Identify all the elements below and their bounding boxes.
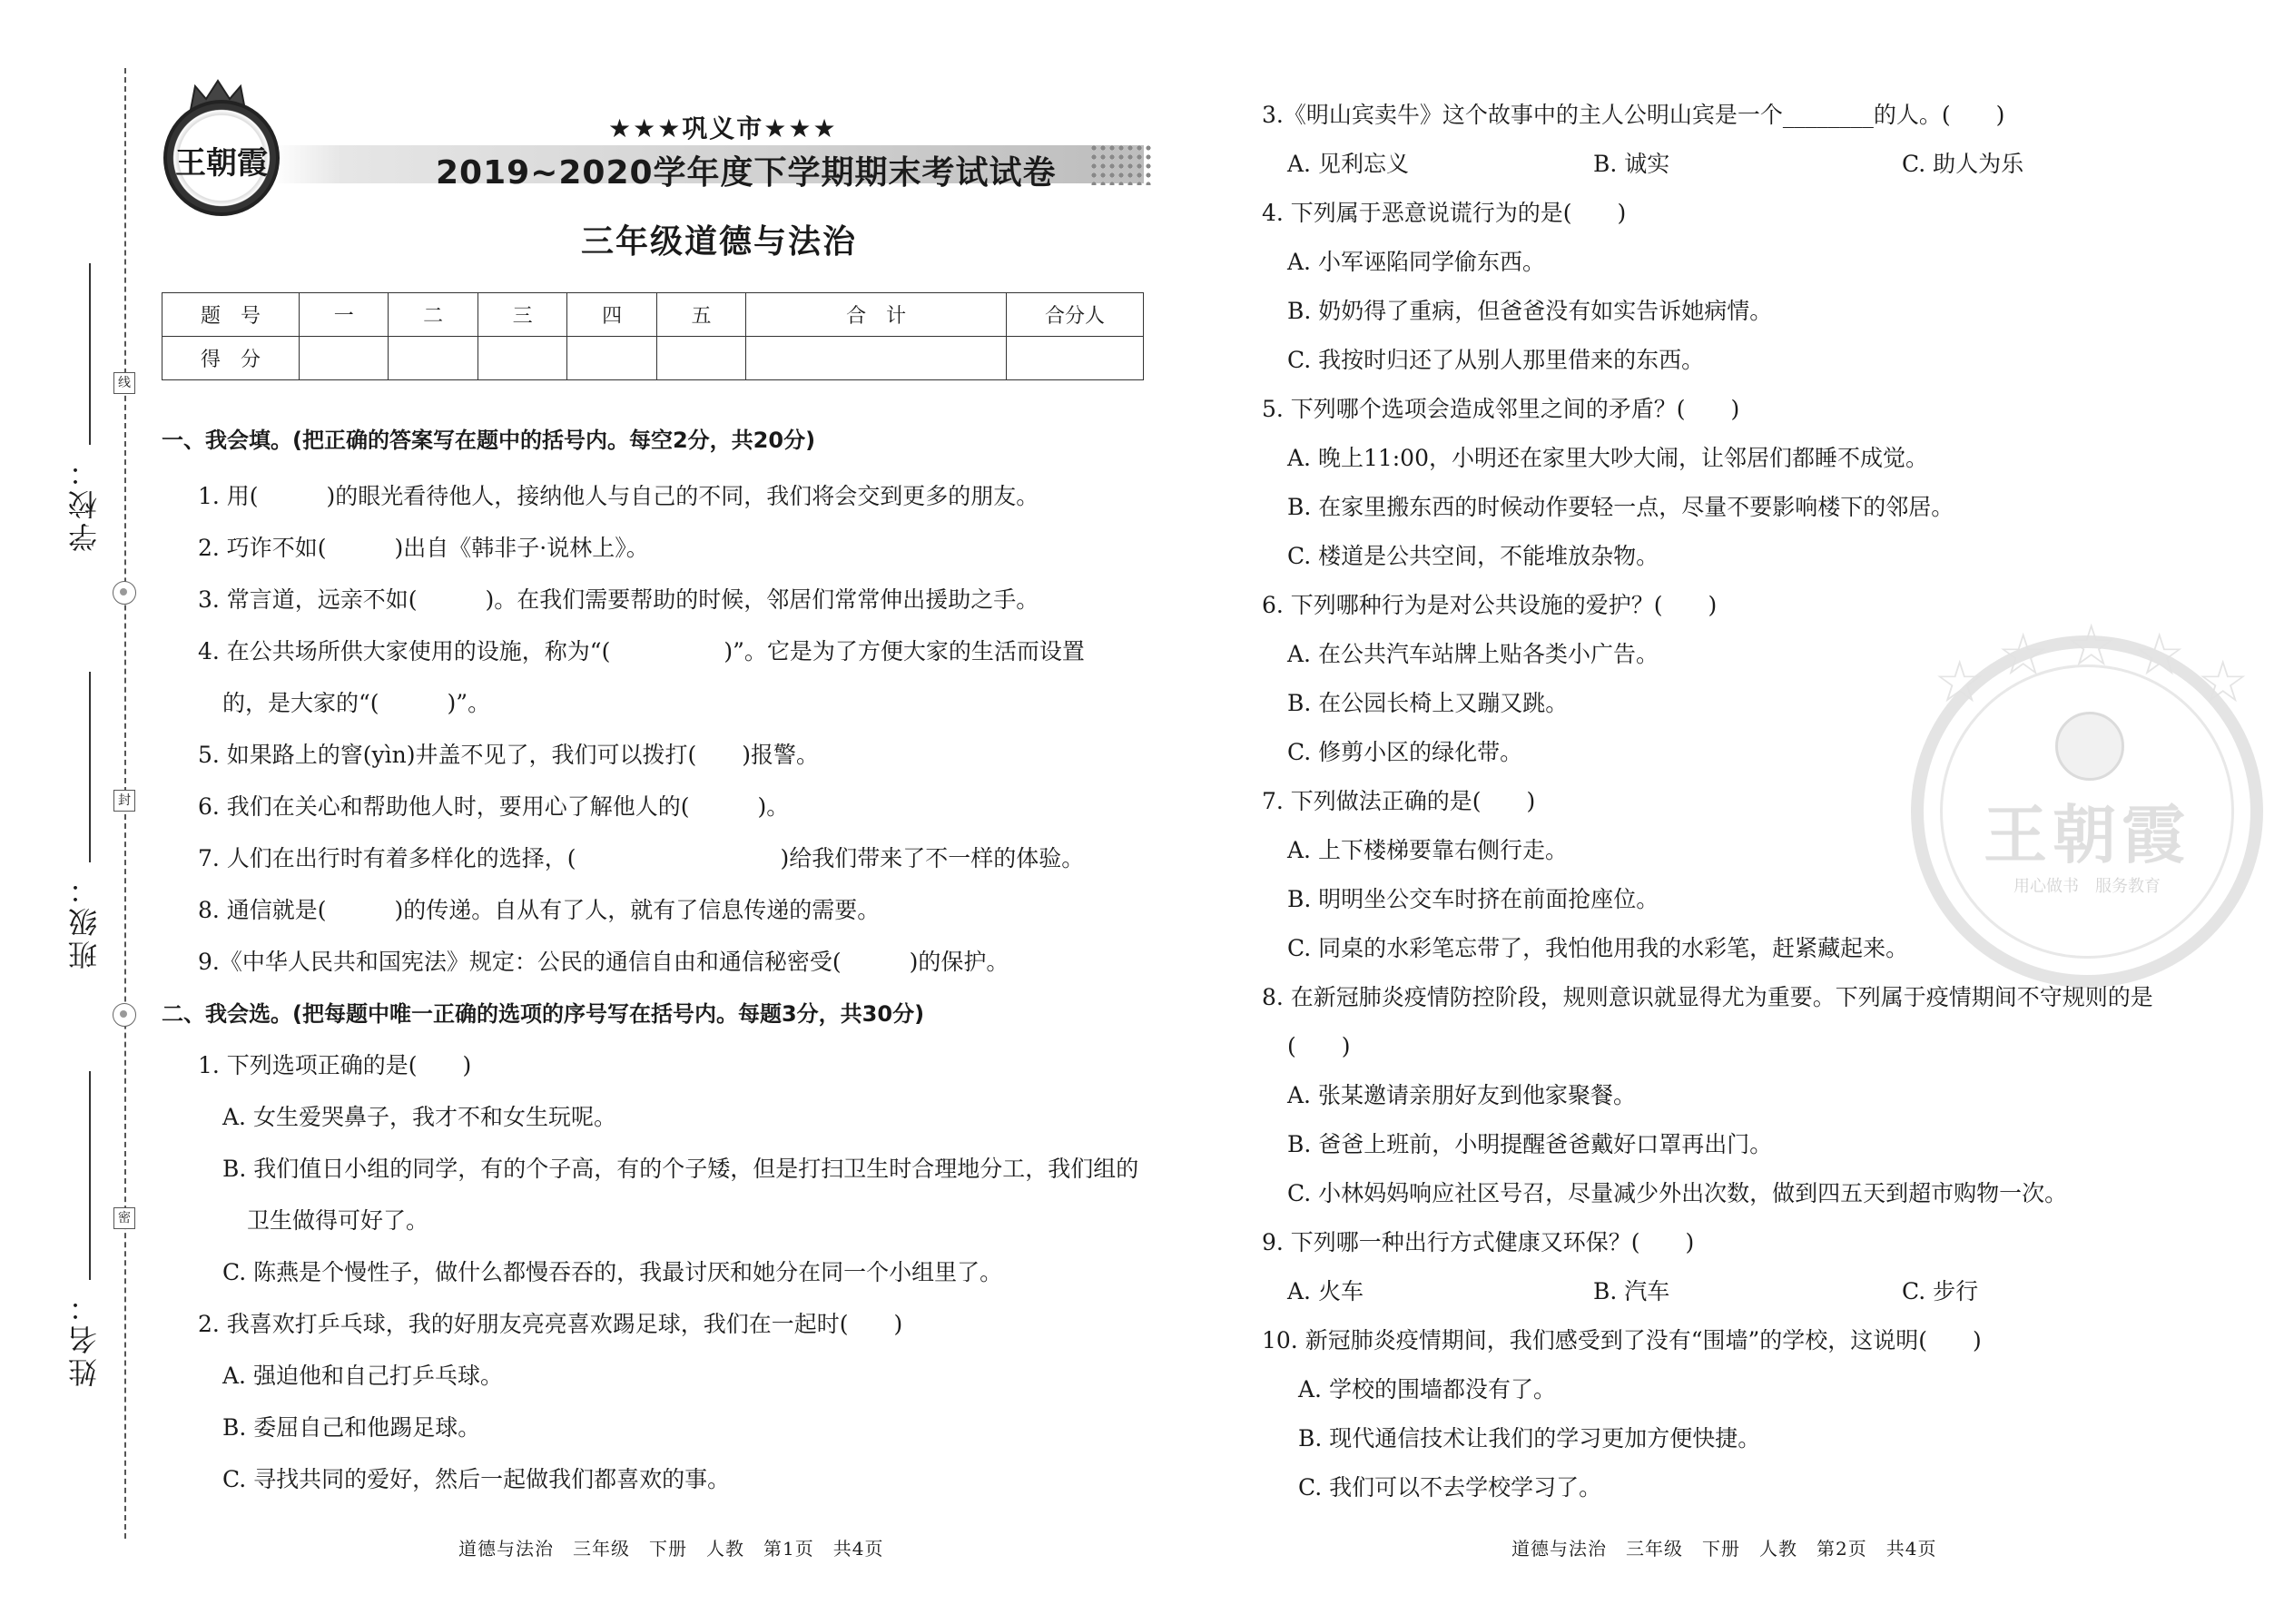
margin-mark-line: 线 <box>113 372 135 394</box>
option-text: C. 同桌的水彩笔忘带了，我怕他用我的水彩笔，赶紧藏起来。 <box>1287 935 1909 961</box>
option-text: 卫生做得可好了。 <box>247 1207 429 1234</box>
school-label: 学校： <box>67 454 102 552</box>
option-text: B. 委屈自己和他踢足球。 <box>222 1414 481 1441</box>
class-write-line <box>89 672 91 862</box>
header-dot-pattern <box>1089 143 1153 185</box>
option-text: B. 明明坐公交车时挤在前面抢座位。 <box>1287 886 1659 912</box>
table-cell: 三 <box>478 293 566 337</box>
question-text: 4. 在公共场所供大家使用的设施，称为“( )”。它是为了方便大家的生活而设置 <box>198 638 1085 664</box>
score-table-header-row <box>162 293 1144 337</box>
table-cell: 题 号 <box>162 293 300 337</box>
option-text: C. 步行 <box>1902 1278 1979 1304</box>
option-text: C. 寻找共同的爱好，然后一起做我们都喜欢的事。 <box>222 1466 731 1492</box>
section-heading: 一、我会填。(把正确的答案写在题中的括号内。每空2分，共20分) <box>162 428 816 453</box>
question-text: 2. 我喜欢打乒乓球，我的好朋友亮亮喜欢踢足球，我们在一起时( ) <box>198 1311 903 1337</box>
question-text: 3.《明山宾卖牛》这个故事中的主人公明山宾是一个________的人。( ) <box>1262 102 2005 128</box>
star-icon: ☆ <box>2133 622 2186 689</box>
question-text: 4. 下列属于恶意说谎行为的是( ) <box>1262 200 1627 226</box>
score-input-cell[interactable] <box>300 337 389 380</box>
name-write-line <box>89 1071 91 1280</box>
option-text: B. 爸爸上班前，小明提醒爸爸戴好口罩再出门。 <box>1287 1131 1773 1157</box>
table-cell: 四 <box>567 293 656 337</box>
option-text: C. 助人为乐 <box>1902 151 2024 177</box>
option-text: C. 楼道是公共空间，不能堆放杂物。 <box>1287 543 1659 569</box>
page-footer: 道德与法治 三年级 下册 人教 第2页 共4页 <box>1511 1538 1937 1560</box>
subject-title: 三年级道德与法治 <box>581 223 858 261</box>
question-text: 6. 我们在关心和帮助他人时，要用心了解他人的( )。 <box>198 793 790 820</box>
option-text: A. 小军诬陷同学偷东西。 <box>1287 249 1545 275</box>
option-text: A. 学校的围墙都没有了。 <box>1298 1376 1556 1403</box>
question-text: 7. 下列做法正确的是( ) <box>1262 788 1536 814</box>
table-cell: 合 计 <box>746 293 1007 337</box>
question-text: 9. 下列哪一种出行方式健康又环保？( ) <box>1262 1229 1695 1255</box>
star-icon: ☆ <box>2197 649 2250 716</box>
table-cell: 合分人 <box>1007 293 1144 337</box>
option-text: B. 诚实 <box>1593 151 1670 177</box>
option-text: B. 在公园长椅上又蹦又跳。 <box>1287 690 1569 716</box>
section-heading: 二、我会选。(把每题中唯一正确的选项的序号写在括号内。每题3分，共30分) <box>162 1001 925 1027</box>
question-text: 9.《中华人民共和国宪法》规定：公民的通信自由和通信秘密受( )的保护。 <box>198 949 1009 975</box>
table-cell: 五 <box>656 293 745 337</box>
option-text: A. 见利忘义 <box>1287 151 1409 177</box>
option-text: B. 奶奶得了重病，但爸爸没有如实告诉她病情。 <box>1287 298 1773 324</box>
page-footer: 道德与法治 三年级 下册 人教 第1页 共4页 <box>458 1538 884 1560</box>
table-cell: 一 <box>300 293 389 337</box>
question-text: 1. 下列选项正确的是( ) <box>198 1052 472 1078</box>
table-cell: 二 <box>389 293 478 337</box>
city-title: ★★★巩义市★★★ <box>608 113 838 143</box>
question-text: 1. 用( )的眼光看待他人，接纳他人与自己的不同，我们将会交到更多的朋友。 <box>198 483 1039 509</box>
score-input-cell[interactable] <box>567 337 656 380</box>
question-text: 5. 下列哪个选项会造成邻里之间的矛盾？( ) <box>1262 396 1740 422</box>
star-icon: ☆ <box>1934 649 1986 716</box>
question-text: 2. 巧诈不如( )出自《韩非子·说林上》。 <box>198 535 649 561</box>
question-text: 的，是大家的“( )”。 <box>222 690 491 716</box>
question-text: 7. 人们在出行时有着多样化的选择，( )给我们带来了不一样的体验。 <box>198 845 1085 871</box>
score-input-cell[interactable] <box>746 337 1007 380</box>
logo-text: 王朝霞 <box>175 145 268 182</box>
option-text: A. 张某邀请亲朋好友到他家聚餐。 <box>1287 1082 1636 1108</box>
binding-hole-icon <box>113 581 136 605</box>
option-text: C. 我们可以不去学校学习了。 <box>1298 1474 1602 1501</box>
class-label: 班级： <box>67 871 102 969</box>
question-text: ( ) <box>1287 1033 1351 1059</box>
question-text: 3. 常言道，远亲不如( )。在我们需要帮助的时候，邻居们常常伸出援助之手。 <box>198 586 1039 613</box>
question-text: 10. 新冠肺炎疫情期间，我们感受到了没有“围墙”的学校，这说明( ) <box>1262 1327 1982 1353</box>
exam-title: 2019~2020学年度下学期期末考试试卷 <box>436 154 1057 192</box>
option-text: A. 强迫他和自己打乒乓球。 <box>222 1363 503 1389</box>
option-text: A. 女生爱哭鼻子，我才不和女生玩呢。 <box>222 1104 616 1130</box>
option-text: C. 修剪小区的绿化带。 <box>1287 739 1523 765</box>
star-icon: ☆ <box>2065 613 2118 680</box>
name-label: 姓名： <box>67 1289 102 1387</box>
option-text: C. 小林妈妈响应社区号召，尽量减少外出次数，做到四五天到超市购物一次。 <box>1287 1180 2068 1206</box>
question-text: 8. 通信就是( )的传递。自从有了人，就有了信息传递的需要。 <box>198 897 881 923</box>
table-cell: 得 分 <box>162 337 300 380</box>
option-text: B. 我们值日小组的同学，有的个子高，有的个子矮，但是打扫卫生时合理地分工，我们组的 <box>222 1156 1139 1182</box>
publisher-watermark <box>1911 635 2263 988</box>
school-write-line <box>89 263 91 445</box>
watermark-name: 王朝霞 <box>1984 797 2191 872</box>
option-text: B. 在家里搬东西的时候动作要轻一点，尽量不要影响楼下的邻居。 <box>1287 494 1954 520</box>
portrait-icon <box>2055 712 2124 781</box>
option-text: A. 火车 <box>1287 1278 1364 1304</box>
score-input-cell[interactable] <box>389 337 478 380</box>
score-table <box>162 292 1144 380</box>
option-text: A. 上下楼梯要靠右侧行走。 <box>1287 837 1568 863</box>
option-text: C. 我按时归还了从别人那里借来的东西。 <box>1287 347 1705 373</box>
option-text: C. 陈燕是个慢性子，做什么都慢吞吞的，我最讨厌和她分在同一个小组里了。 <box>222 1259 1003 1285</box>
option-text: B. 汽车 <box>1593 1278 1670 1304</box>
question-text: 5. 如果路上的窨(yìn)井盖不见了，我们可以拨打( )报警。 <box>198 742 820 768</box>
score-table-score-row <box>162 337 1144 380</box>
margin-mark-dense: 密 <box>113 1207 135 1229</box>
option-text: A. 晚上11:00，小明还在家里大吵大闹，让邻居们都睡不成觉。 <box>1287 445 1928 471</box>
question-text: 8. 在新冠肺炎疫情防控阶段，规则意识就显得尤为重要。下列属于疫情期间不守规则的是 <box>1262 984 2153 1010</box>
question-text: 6. 下列哪种行为是对公共设施的爱护？( ) <box>1262 592 1718 618</box>
binding-hole-icon <box>113 1003 136 1027</box>
margin-mark-seal: 封 <box>113 790 135 812</box>
score-input-cell[interactable] <box>656 337 745 380</box>
score-input-cell[interactable] <box>1007 337 1144 380</box>
option-text: B. 现代通信技术让我们的学习更加方便快捷。 <box>1298 1425 1761 1452</box>
watermark-slogan: 用心做书 服务教育 <box>2013 877 2161 896</box>
score-input-cell[interactable] <box>478 337 566 380</box>
star-icon: ☆ <box>1997 622 2050 689</box>
publisher-logo <box>163 100 280 216</box>
option-text: A. 在公共汽车站牌上贴各类小广告。 <box>1287 641 1659 667</box>
